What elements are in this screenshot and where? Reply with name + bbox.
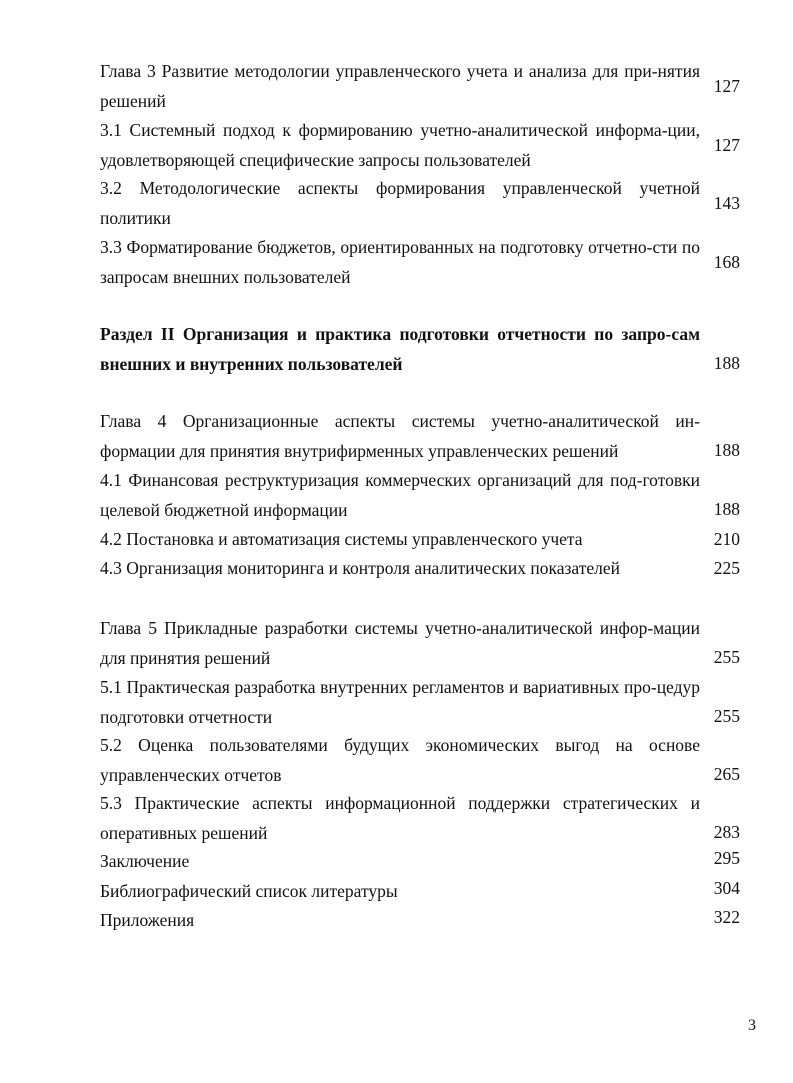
toc-entry-page: 127 — [713, 135, 740, 155]
toc-entry-page: 283 — [713, 822, 740, 842]
toc-entry-page: 225 — [713, 558, 740, 578]
toc-entry-4-2 — [100, 525, 740, 555]
toc-entry-page: 127 — [713, 76, 740, 96]
toc-entry-page: 143 — [713, 193, 740, 213]
toc-entry-section-2 — [100, 320, 740, 379]
toc-entry-4-3 — [100, 554, 740, 584]
toc-entry-text: 3.2 Методологические аспекты формирования управленческой учетной политики — [100, 178, 700, 228]
toc-entry-conclusion — [100, 847, 740, 877]
toc-entry-page: 188 — [713, 499, 740, 519]
toc-entry-text: 5.1 Практическая разработка внутренних регламентов и вариативных про-цедур подготовки отчетности — [100, 677, 700, 727]
toc-entry-text: 4.3 Организация мониторинга и контроля аналитических показателей — [100, 558, 620, 578]
toc-entry-5-2 — [100, 731, 740, 790]
toc-entry-text: 4.1 Финансовая реструктуризация коммерческих организаций для под-готовки целевой бюджетной информации — [100, 470, 700, 520]
toc-entry-3-1 — [100, 116, 740, 175]
toc-entry-page: 255 — [713, 647, 740, 667]
toc-entry-page: 304 — [713, 878, 740, 898]
toc-entry-chapter-5 — [100, 614, 740, 673]
toc-entry-5-1 — [100, 673, 740, 732]
toc-entry-text: 4.2 Постановка и автоматизация системы управленческого учета — [100, 529, 583, 549]
toc-entry-bibliography — [100, 877, 740, 907]
toc-entry-page: 188 — [713, 353, 740, 373]
toc-entry-text: Приложения — [100, 910, 195, 930]
toc-entry-page: 210 — [713, 529, 740, 549]
toc-entry-page: 168 — [713, 252, 740, 272]
toc-entry-text: 5.2 Оценка пользователями будущих экономических выгод на основе управленческих отчетов — [100, 735, 700, 785]
toc-entry-text: Библиографический список литературы — [100, 881, 398, 901]
toc-entry-text: Раздел II Организация и практика подготовки отчетности по запро-сам внешних и внутренних пользователей — [100, 324, 700, 374]
toc-entry-page: 295 — [713, 848, 740, 868]
toc-entry-appendices — [100, 906, 740, 936]
toc-entry-text: Глава 4 Организационные аспекты системы учетно-аналитической ин-формации для принятия внутрифирменных управленческих решений — [100, 411, 700, 461]
toc-entry-chapter-3 — [100, 57, 740, 116]
toc-entry-page: 322 — [713, 907, 740, 927]
toc-entry-page: 255 — [713, 706, 740, 726]
toc-entry-text: 3.3 Форматирование бюджетов, ориентированных на подготовку отчетно-сти по запросам внешних пользователей — [100, 237, 700, 287]
toc-entry-5-3 — [100, 789, 740, 848]
toc-entry-text: Глава 3 Развитие методологии управленческого учета и анализа для при-нятия решений — [100, 61, 700, 111]
toc-entry-chapter-4 — [100, 407, 740, 466]
toc-entry-page: 265 — [713, 764, 740, 784]
toc-entry-page: 188 — [713, 440, 740, 460]
toc-entry-text: 3.1 Системный подход к формированию учетно-аналитической информа-ции, удовлетворяющей специфические запросы пользователей — [100, 120, 700, 170]
toc-entry-4-1 — [100, 466, 740, 525]
toc-entry-text: 5.3 Практические аспекты информационной поддержки стратегических и оперативных решений — [100, 793, 700, 843]
toc-entry-text: Заключение — [100, 851, 190, 871]
toc-entry-3-3 — [100, 233, 740, 292]
page-number: 3 — [748, 1017, 756, 1034]
toc-entry-3-2 — [100, 174, 740, 233]
toc-entry-text: Глава 5 Прикладные разработки системы учетно-аналитической инфор-мации для принятия решений — [100, 618, 700, 668]
